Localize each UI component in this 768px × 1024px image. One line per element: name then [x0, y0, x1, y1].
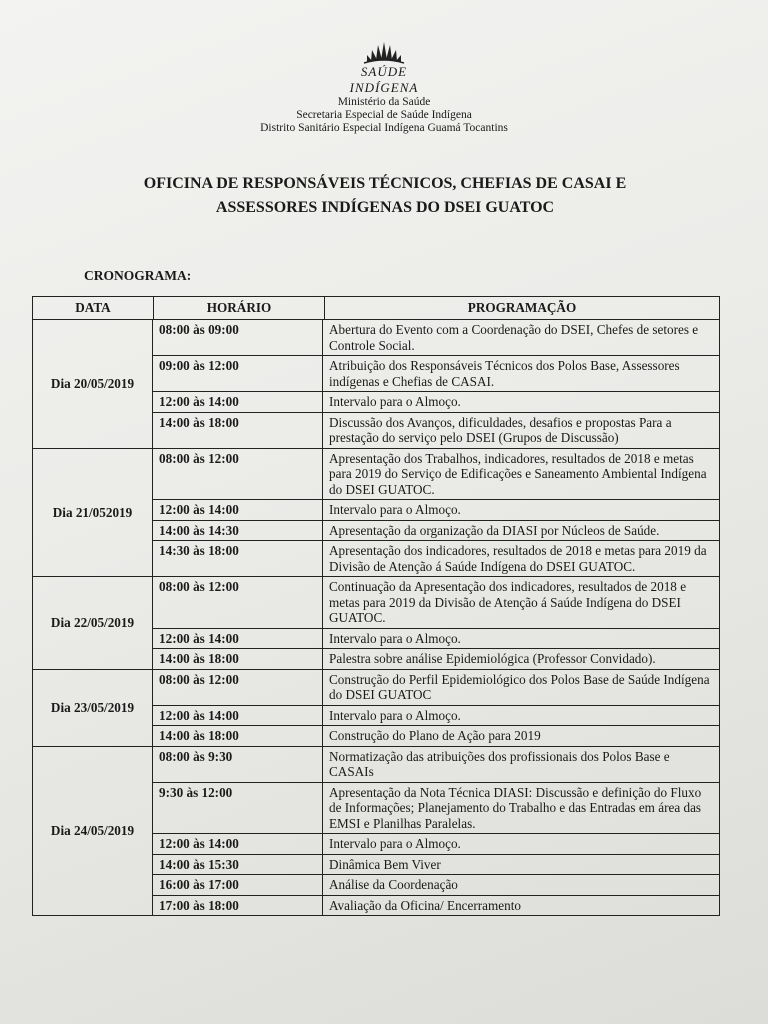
org-line-ministry: Ministério da Saúde — [337, 96, 431, 108]
table-row — [153, 834, 719, 855]
header-time: HORÁRIO — [154, 297, 325, 319]
program-cell: Construção do Plano de Ação para 2019 — [329, 728, 541, 743]
time-cell: 08:00 às 09:00 — [153, 320, 323, 355]
logo-text: SAÚDE INDÍGENA — [349, 64, 419, 95]
feather-crest-icon — [354, 38, 414, 66]
org-line-district: Distrito Sanitário Especial Indígena Guamá Tocantins — [260, 122, 508, 134]
time-cell: 14:00 às 18:00 — [153, 649, 323, 669]
program-cell: Apresentação da organização da DIASI por Núcleos de Saúde. — [329, 522, 660, 538]
table-row — [153, 629, 719, 650]
title-line-1: OFICINA DE RESPONSÁVEIS TÉCNICOS, CHEFIAS DE CASAI E — [143, 175, 627, 192]
table-row — [153, 449, 719, 501]
time-cell: 14:00 às 15:30 — [153, 855, 323, 875]
table-row — [153, 413, 719, 448]
time-cell: 08:00 às 12:00 — [153, 670, 323, 705]
time-cell: 12:00 às 14:00 — [153, 392, 323, 412]
program-cell: Apresentação da Nota Técnica DIASI: Discussão e definição do Fluxo de Informações; Planejamento do Trabalho e das Entradas em área das EMSI e Planilhas Paralelas. — [329, 784, 702, 831]
program-cell: Abertura do Evento com a Coordenação do DSEI, Chefes de setores e Controle Social. — [329, 322, 699, 353]
time-cell: 08:00 às 12:00 — [153, 449, 323, 500]
program-cell: Intervalo para o Almoço. — [329, 630, 461, 646]
program-cell: Atribuição dos Responsáveis Técnicos dos Polos Base, Assessores indígenas e Chefias de CASAI. — [329, 358, 680, 389]
title-line-2: ASSESSORES INDÍGENAS DO DSEI GUATOC — [215, 199, 555, 216]
day-group — [33, 320, 719, 449]
table-row — [153, 577, 719, 629]
program-cell: Intervalo para o Almoço. — [329, 707, 461, 723]
time-cell: 12:00 às 14:00 — [153, 500, 323, 520]
document-title — [60, 172, 710, 220]
program-cell: Intervalo para o Almoço. — [329, 836, 461, 851]
day-group — [33, 577, 719, 670]
time-cell: 08:00 às 9:30 — [153, 747, 323, 782]
table-row — [153, 706, 719, 727]
day-rows — [153, 747, 719, 916]
day-group — [33, 747, 719, 916]
program-cell: Continuação da Apresentação dos indicadores, resultados de 2018 e metas para 2019 da Divisão de Atenção á Saúde Indígena do DSEI GUATOC. — [329, 579, 687, 625]
table-row — [153, 855, 719, 876]
table-row — [153, 500, 719, 521]
day-label: Dia 21/052019 — [33, 449, 153, 577]
program-cell: Avaliação da Oficina/ Encerramento — [329, 897, 521, 913]
header-program: PROGRAMAÇÃO — [467, 300, 577, 316]
table-row — [153, 670, 719, 706]
program-cell: Palestra sobre análise Epidemiológica (Professor Convidado). — [329, 651, 656, 666]
time-cell: 14:00 às 14:30 — [153, 521, 323, 541]
time-cell: 14:00 às 18:00 — [153, 413, 323, 448]
time-cell: 08:00 às 12:00 — [153, 577, 323, 628]
program-cell: Intervalo para o Almoço. — [329, 394, 461, 409]
time-cell: 9:30 às 12:00 — [153, 783, 323, 834]
day-rows — [153, 670, 719, 746]
schedule-table — [32, 296, 720, 916]
table-body — [33, 320, 719, 915]
time-cell: 17:00 às 18:00 — [153, 896, 323, 916]
table-row — [153, 320, 719, 356]
table-row — [153, 392, 719, 413]
day-rows — [153, 577, 719, 669]
table-row — [153, 356, 719, 392]
saude-indigena-logo — [328, 38, 440, 95]
table-row — [153, 747, 719, 783]
time-cell: 12:00 às 14:00 — [153, 629, 323, 649]
time-cell: 14:30 às 18:00 — [153, 541, 323, 576]
table-row — [153, 541, 719, 576]
program-cell: Intervalo para o Almoço. — [329, 502, 461, 517]
program-cell: Normatização das atribuições dos profissionais dos Polos Base e CASAIs — [329, 748, 670, 779]
organization-block — [200, 96, 568, 135]
day-label: Dia 20/05/2019 — [33, 320, 153, 448]
time-cell: 12:00 às 14:00 — [153, 706, 323, 726]
table-row — [153, 783, 719, 835]
time-cell: 16:00 às 17:00 — [153, 875, 323, 895]
time-cell: 09:00 às 12:00 — [153, 356, 323, 391]
day-group — [33, 449, 719, 578]
header-date: DATA — [33, 297, 154, 319]
table-row — [153, 726, 719, 746]
section-label: CRONOGRAMA: — [84, 268, 192, 283]
table-row — [153, 649, 719, 669]
program-cell: Discussão dos Avanços, dificuldades, desafios e propostas Para a prestação do serviço pelo DSEI (Grupos de Discussão) — [329, 414, 672, 445]
day-group — [33, 670, 719, 747]
day-label: Dia 22/05/2019 — [33, 577, 153, 669]
table-row — [153, 521, 719, 542]
time-cell: 12:00 às 14:00 — [153, 834, 323, 854]
day-rows — [153, 449, 719, 577]
day-label: Dia 23/05/2019 — [33, 670, 153, 746]
org-line-secretariat: Secretaria Especial de Saúde Indígena — [296, 109, 472, 121]
day-rows — [153, 320, 719, 448]
program-cell: Dinâmica Bem Viver — [329, 856, 441, 872]
table-row — [153, 896, 719, 916]
table-row — [153, 875, 719, 896]
program-cell: Apresentação dos indicadores, resultados de 2018 e metas para 2019 da Divisão de Atenção á Saúde Indígena do DSEI GUATOC. — [329, 543, 707, 574]
time-cell: 14:00 às 18:00 — [153, 726, 323, 746]
day-label: Dia 24/05/2019 — [33, 747, 153, 916]
program-cell: Construção do Perfil Epidemiológico dos Polos Base de Saúde Indígena do DSEI GUATOC — [329, 671, 710, 702]
program-cell: Apresentação dos Trabalhos, indicadores, resultados de 2018 e metas para 2019 do Serviço de Edificações e Saneamento Ambiental Indígena do DSEI GUATOC. — [329, 450, 707, 497]
program-cell: Análise da Coordenação — [329, 877, 458, 892]
table-header — [33, 297, 719, 320]
